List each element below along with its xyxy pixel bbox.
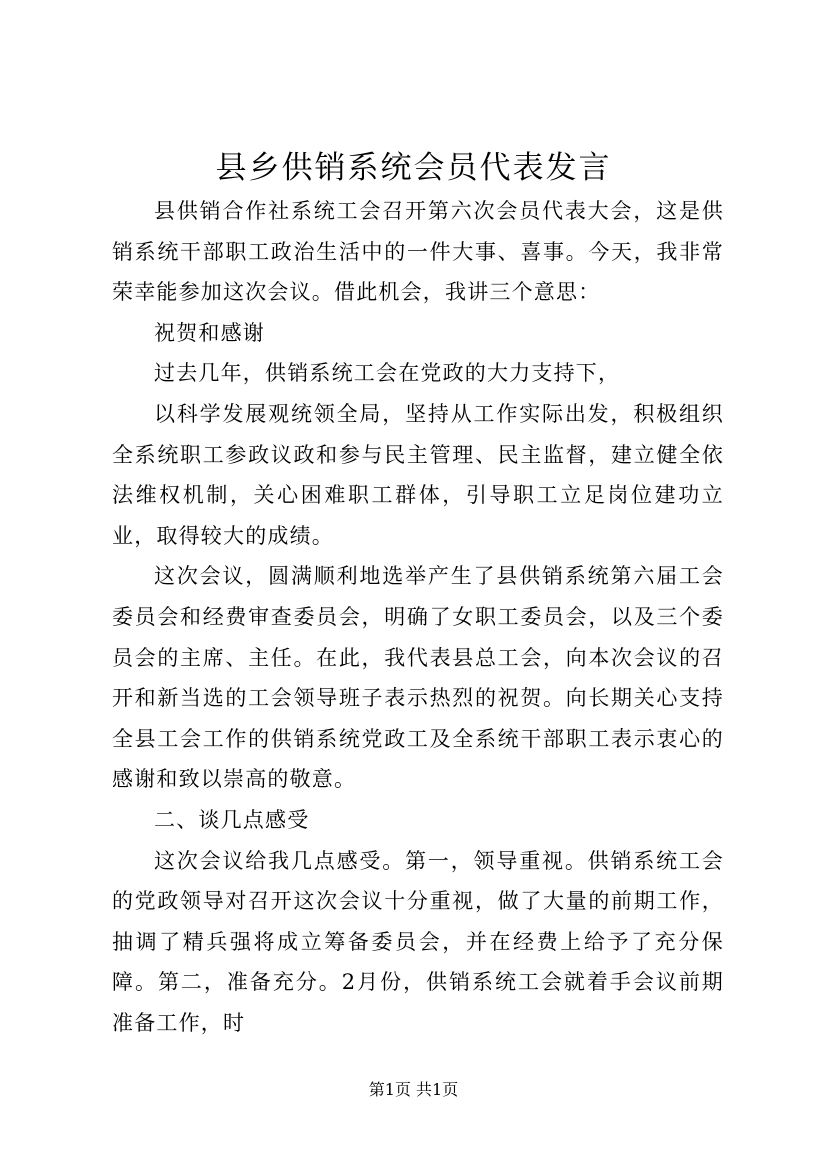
paragraph-section-heading-2: 二、谈几点感受: [154, 807, 310, 832]
paragraph-congratulations: 这次会议，圆满顺利地选举产生了县供销系统第六届工会委员会和经费审查委员会，明确了女职工委员会，以及三个委员会的主席、主任。在此，我代表县总工会，向本次会议的召开和新当选的工会领导班子表示热烈的祝贺。向长期关心支持全县工会工作的供销系统党政工及全系统干部职工表示衷心的感谢和致以崇高的敬意。: [112, 564, 724, 792]
paragraph-achievements: 以科学发展观统领全局，坚持从工作实际出发，积极组织全系统职工参政议政和参与民主管理、民主监督，建立健全依法维权机制，关心困难职工群体，引导职工立足岗位建功立业，取得较大的成绩。: [112, 401, 724, 548]
document-body: [112, 191, 724, 1043]
paragraph-intro: 县供销合作社系统工会召开第六次会员代表大会，这是供销系统干部职工政治生活中的一件大事、喜事。今天，我非常荣幸能参加这次会议。借此机会，我讲三个意思：: [112, 199, 724, 305]
paragraph-impressions: 这次会议给我几点感受。第一，领导重视。供销系统工会的党政领导对召开这次会议十分重视，做了大量的前期工作，抽调了精兵强将成立筹备委员会，并在经费上给予了充分保障。第二，准备充分。2月份，供销系统工会就着手会议前期准备工作，时: [112, 848, 724, 1035]
page-footer: 第1页 共1页: [368, 1080, 459, 1099]
document-title: 县乡供销系统会员代表发言: [215, 150, 612, 186]
paragraph-past-years: 过去几年，供销系统工会在党政的大力支持下，: [154, 361, 621, 386]
paragraph-section-heading-1: 祝贺和感谢: [154, 320, 265, 345]
